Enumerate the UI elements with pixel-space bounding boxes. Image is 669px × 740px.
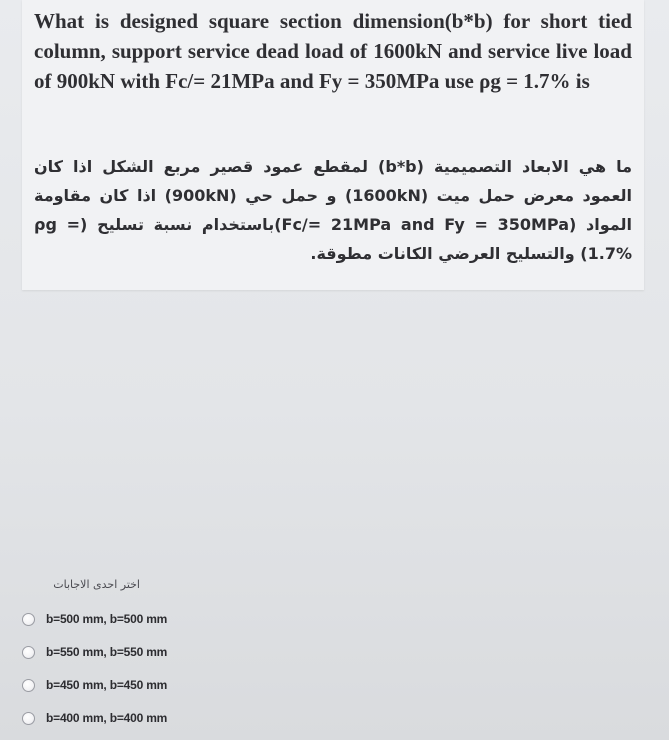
radio-button[interactable] [22, 646, 35, 659]
radio-button[interactable] [22, 712, 35, 725]
radio-button[interactable] [22, 679, 35, 692]
radio-button[interactable] [22, 613, 35, 626]
answer-option-label: b=500 mm, b=500 mm [46, 612, 168, 626]
question-text-english: What is designed square section dimension(b*b) for short tied column, support service dead load of 1600kN and service live load of 900kN with Fc/= 21MPa and Fy = 350MPa use ρg = 1.7% is [34, 9, 632, 93]
answer-option-4[interactable] [22, 707, 167, 729]
answer-option-1[interactable] [22, 608, 167, 630]
answer-option-2[interactable] [22, 641, 167, 663]
answer-option-label: b=550 mm, b=550 mm [46, 645, 168, 659]
answers-prompt: اختر احدى الاجابات [53, 578, 140, 591]
answer-option-3[interactable] [22, 674, 167, 696]
question-card [22, 0, 644, 290]
answer-option-label: b=450 mm, b=450 mm [46, 678, 168, 692]
question-text-arabic: ما هي الابعاد التصميمية (b*b) لمقطع عمود قصير مربع الشكل اذا كان العمود معرض حمل ميت (1600kN) و حمل حي (900kN) اذا كان مقاومة المواد (Fc/= 21MPa and Fy = 350MPa)باستخدام نسبة تسليح (ρg = 1.7%) والتسليح العرضي الكانات مطوقة. [34, 157, 633, 263]
answer-option-label: b=400 mm, b=400 mm [46, 711, 168, 725]
